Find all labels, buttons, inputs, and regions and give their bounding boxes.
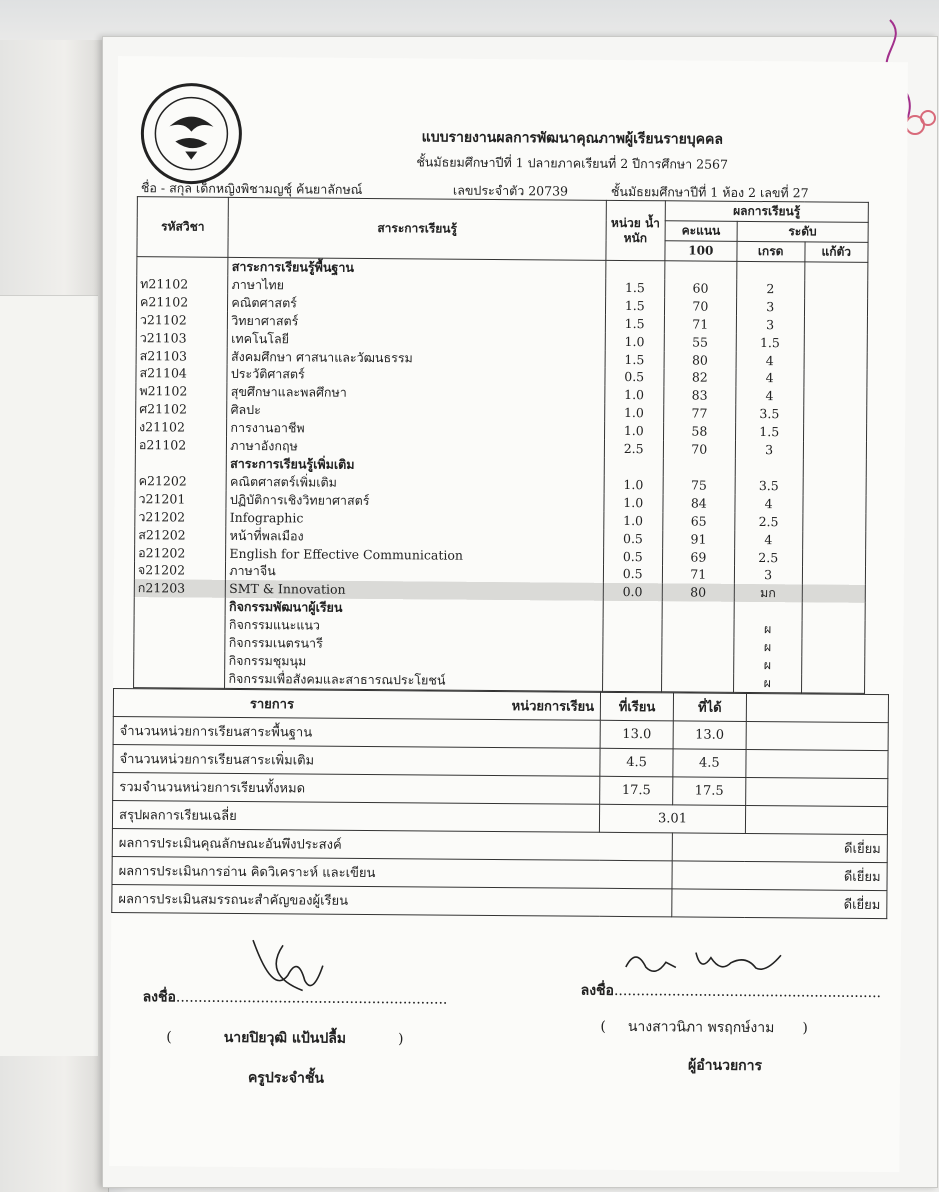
student-id: เลขประจำตัว 20739	[452, 182, 569, 199]
cell-grade: 3	[734, 566, 802, 584]
cell-score: 71	[664, 315, 736, 333]
cell-empty	[603, 601, 662, 619]
summary-blank	[746, 749, 888, 778]
director-sign-line: ............................................................	[613, 982, 882, 1002]
header-score: คะแนน	[665, 221, 737, 242]
cell-empty	[661, 673, 733, 692]
cell-name: สุขศึกษาและพลศึกษา	[227, 383, 604, 404]
cell-grade: 2	[736, 280, 804, 298]
cell-score: 80	[664, 351, 736, 369]
cell-empty	[801, 621, 865, 639]
cell-score: 80	[662, 584, 734, 602]
cell-code: ง21102	[136, 418, 228, 437]
director-name: นางสาวนิภา พรฤกษ์งาม	[627, 1019, 775, 1037]
cell-empty	[662, 637, 734, 655]
header-weight: หน่วย น้ำหนัก	[606, 200, 666, 260]
cell-empty	[663, 458, 735, 476]
cell-name: Infographic	[226, 509, 603, 530]
cell-empty	[804, 316, 868, 334]
cell-empty	[804, 298, 868, 316]
cell-empty	[661, 655, 733, 673]
cell-empty	[803, 441, 867, 459]
cell-code: ก21203	[134, 579, 226, 598]
cell-grade: มก	[734, 584, 802, 602]
cell-empty	[802, 495, 866, 513]
characteristics-result: ดีเยี่ยม	[672, 833, 887, 863]
cell-name: หน้าที่พลเมือง	[226, 526, 603, 547]
reading-label: ผลการประเมินการอ่าน คิดวิเคราะห์ และเขียน	[112, 856, 672, 888]
cell-code: ว21202	[135, 508, 227, 527]
header-grade: เกรด	[737, 241, 805, 262]
header-max-score: 100	[665, 241, 737, 262]
cell-grade: ผ	[733, 656, 801, 674]
teacher-handwritten-signature	[243, 935, 334, 1006]
cell-code: ศ21102	[136, 400, 228, 419]
cell-code: ค21102	[136, 293, 228, 312]
cell-empty	[803, 406, 867, 424]
cell-name: สาระการเรียนรู้เพิ่มเติม	[227, 455, 604, 476]
cell-name: ศิลปะ	[227, 401, 604, 422]
units-label: หน่วยการเรียน	[511, 699, 595, 715]
cell-grade: 2.5	[735, 513, 803, 531]
cell-code: ส21202	[135, 526, 227, 545]
cell-grade: 4	[736, 351, 804, 369]
cell-grade: 2.5	[734, 548, 802, 566]
teacher-signature-block: ลงชื่อ............................................................. ( นายปิยวุฒิ แป้นปลื้ม ) ครูประจำชั้น	[142, 986, 448, 1090]
studied-label: ที่เรียน	[601, 692, 674, 721]
cell-grade: ผ	[733, 674, 801, 693]
cell-name: กิจกรรมเพื่อสังคมและสาธารณประโยชน์	[225, 670, 602, 691]
binder-left-page	[0, 40, 109, 1192]
cell-weight: 1.0	[604, 404, 663, 422]
cell-name: เทคโนโลยี	[228, 329, 605, 350]
cell-name: กิจกรรมเนตรนารี	[225, 634, 602, 655]
student-class: ชั้นมัธยมศึกษาปีที่ 1 ห้อง 2 เลขที่ 27	[610, 183, 809, 201]
cell-empty	[802, 549, 866, 567]
cell-empty	[803, 424, 867, 442]
cell-code: พ21102	[136, 382, 228, 401]
cell-code: ส21103	[136, 347, 228, 366]
cell-weight: 1.0	[604, 422, 663, 440]
cell-name: กิจกรรมแนะแนว	[225, 616, 602, 637]
additional-units-studied: 4.5	[600, 748, 673, 777]
cell-weight: 0.5	[603, 547, 662, 565]
cell-empty	[803, 388, 867, 406]
cell-empty	[804, 352, 868, 370]
cell-name: คณิตศาสตร์เพิ่มเติม	[226, 473, 603, 494]
header-code: รหัสวิชา	[137, 197, 229, 258]
cell-name: ภาษาอังกฤษ	[227, 437, 604, 458]
teacher-name: นายปิยวุฒิ แป้นปลื้ม	[223, 1029, 347, 1047]
cell-code: ส21104	[136, 365, 228, 384]
cell-grade: 3	[736, 298, 804, 316]
cell-weight: 2.5	[604, 440, 663, 458]
items-label: รายการ	[249, 697, 295, 713]
cell-weight: 0.5	[605, 368, 664, 386]
cell-weight: 1.0	[603, 512, 662, 530]
cell-grade: 4	[735, 495, 803, 513]
cell-weight: 1.5	[605, 297, 664, 315]
cell-empty	[737, 261, 805, 280]
cell-name: คณิตศาสตร์	[228, 294, 605, 315]
cell-name: ภาษาไทย	[228, 276, 605, 297]
competency-label: ผลการประเมินสมรรถนะสำคัญของผู้เรียน	[112, 884, 672, 916]
cell-empty	[662, 602, 734, 620]
cell-code: ค21202	[135, 472, 227, 491]
cell-grade: 1.5	[735, 423, 803, 441]
director-signature-block: ลงชื่อ............................................................ ( นางสาวนิภา พรฤกษ์งาม ) ผู้อำนวยการ	[580, 980, 881, 1078]
left-page-sheet	[0, 295, 98, 1056]
summary-header-items	[113, 688, 600, 720]
cell-empty	[801, 674, 865, 693]
cell-code: อ21202	[135, 544, 227, 563]
cell-score: 60	[664, 279, 736, 297]
cell-grade: 4	[736, 369, 804, 387]
cell-score: 55	[664, 333, 736, 351]
report-subtitle: ชั้นมัธยมศึกษาปีที่ 1 ปลายภาคเรียนที่ 2 ปีการศึกษา 2567	[416, 154, 729, 172]
cell-weight: 0.0	[603, 583, 662, 601]
cell-code: จ21202	[134, 562, 226, 581]
student-name: ชื่อ - สกุล เด็กหญิงพิชามญชุ์ ค้นยาลักษณ์	[140, 180, 363, 197]
summary-blank	[746, 693, 888, 722]
director-handwritten-signature	[621, 942, 791, 983]
summary-blank	[746, 721, 888, 750]
additional-units-label: จำนวนหน่วยการเรียนสาระเพิ่มเติม	[113, 744, 600, 776]
cell-score: 58	[663, 422, 735, 440]
report-sheet	[109, 56, 908, 1172]
cell-grade: 3.5	[735, 405, 803, 423]
cell-weight: 1.0	[604, 476, 663, 494]
cell-name: ภาษาจีน	[226, 562, 603, 583]
cell-code: ว21201	[135, 490, 227, 509]
cell-score: 82	[664, 369, 736, 387]
cell-empty	[135, 454, 227, 473]
cell-empty	[802, 531, 866, 549]
cell-weight: 0.5	[603, 529, 662, 547]
cell-score: 84	[663, 494, 735, 512]
cell-empty	[602, 637, 661, 655]
header-results: ผลการเรียนรู้	[665, 201, 868, 223]
reading-result: ดีเยี่ยม	[672, 861, 887, 891]
cell-score: 77	[663, 405, 735, 423]
cell-empty	[803, 370, 867, 388]
total-units-earned: 17.5	[673, 777, 746, 806]
cell-empty	[801, 638, 865, 656]
basic-units-studied: 13.0	[600, 720, 673, 749]
gpa-label: สรุปผลการเรียนเฉลี่ย	[112, 800, 599, 832]
cell-empty	[802, 603, 866, 621]
cell-empty	[804, 262, 868, 281]
cell-empty	[134, 615, 226, 634]
cell-code: ว21102	[136, 311, 228, 330]
competency-result: ดีเยี่ยม	[672, 889, 887, 919]
cell-empty	[134, 597, 226, 616]
cell-empty	[803, 477, 867, 495]
header-subject: สาระการเรียนรู้	[228, 197, 606, 260]
gpa-value: 3.01	[600, 804, 746, 833]
cell-weight: 0.5	[603, 565, 662, 583]
cell-weight: 1.5	[605, 315, 664, 333]
cell-empty	[662, 619, 734, 637]
cell-empty	[802, 585, 866, 603]
additional-units-earned: 4.5	[673, 749, 746, 778]
grades-body	[134, 257, 868, 693]
cell-empty	[735, 459, 803, 477]
cell-grade: 4	[734, 530, 802, 548]
cell-weight: 1.5	[605, 350, 664, 368]
summary-blank	[745, 805, 887, 834]
report-title: แบบรายงานผลการพัฒนาคุณภาพผู้เรียนรายบุคคล	[421, 129, 724, 148]
cell-name: ปฏิบัติการเชิงวิทยาศาสตร์	[226, 491, 603, 512]
cell-empty	[604, 458, 663, 476]
cell-grade: 4	[736, 387, 804, 405]
earned-label: ที่ได้	[673, 693, 746, 722]
cell-score: 83	[664, 387, 736, 405]
characteristics-label: ผลการประเมินคุณลักษณะอันพึงประสงค์	[112, 828, 672, 860]
cell-grade: 1.5	[736, 333, 804, 351]
cell-empty	[801, 656, 865, 674]
basic-units-earned: 13.0	[673, 721, 746, 750]
cell-score: 69	[662, 548, 734, 566]
cell-empty	[804, 334, 868, 352]
director-role: ผู้อำนวยการ	[688, 1057, 763, 1075]
cell-empty	[734, 602, 802, 620]
teacher-role: ครูประจำชั้น	[247, 1070, 324, 1087]
basic-units-label: จำนวนหน่วยการเรียนสาระพื้นฐาน	[113, 716, 600, 748]
cell-name: ประวัติศาสตร์	[227, 365, 604, 386]
cell-weight: 1.0	[604, 494, 663, 512]
teacher-sign-line: .............................................................	[175, 989, 448, 1008]
cell-grade: 3	[735, 441, 803, 459]
cell-name: กิจกรรมพัฒนาผู้เรียน	[225, 598, 602, 619]
total-units-studied: 17.5	[600, 776, 673, 805]
cell-grade: ผ	[734, 638, 802, 656]
summary-table	[111, 688, 889, 919]
total-units-label: รวมจำนวนหน่วยการเรียนทั้งหมด	[113, 772, 600, 804]
cell-score: 75	[663, 476, 735, 494]
cell-code: ท21102	[137, 275, 229, 294]
cell-grade: 3.5	[735, 477, 803, 495]
cell-empty	[137, 257, 229, 276]
cell-code: อ21102	[135, 436, 227, 455]
cell-score: 65	[663, 512, 735, 530]
header-correction: แก้ตัว	[804, 242, 868, 262]
cell-name: วิทยาศาสตร์	[228, 312, 605, 333]
cell-empty	[602, 673, 661, 692]
cell-name: กิจกรรมชุมนุม	[225, 652, 602, 673]
cell-weight: 1.0	[605, 332, 664, 350]
cell-name: SMT & Innovation	[226, 580, 603, 601]
cell-empty	[602, 655, 661, 673]
cell-grade: ผ	[734, 620, 802, 638]
cell-grade: 3	[736, 316, 804, 334]
cell-empty	[804, 280, 868, 298]
cell-name: สาระการเรียนรู้พื้นฐาน	[228, 257, 605, 278]
cell-empty	[603, 619, 662, 637]
cell-score: 70	[664, 297, 736, 315]
cell-empty	[605, 260, 664, 279]
cell-empty	[802, 567, 866, 585]
cell-empty	[803, 459, 867, 477]
cell-empty	[134, 669, 226, 688]
summary-blank	[745, 777, 887, 806]
cell-empty	[134, 651, 226, 670]
cell-name: สังคมศึกษา ศาสนาและวัฒนธรรม	[227, 347, 604, 368]
grades-table	[133, 196, 869, 693]
cell-score: 91	[662, 530, 734, 548]
cell-code: ว21103	[136, 329, 228, 348]
cell-empty	[134, 633, 226, 652]
teacher-sign-label: ลงชื่อ	[142, 989, 176, 1006]
background-wall	[0, 0, 939, 40]
header-level: ระดับ	[737, 221, 868, 242]
cell-weight: 1.5	[605, 279, 664, 297]
cell-name: การงานอาชีพ	[227, 419, 604, 440]
cell-score: 70	[663, 440, 735, 458]
cell-score: 71	[662, 566, 734, 584]
director-sign-label: ลงชื่อ	[580, 982, 615, 999]
cell-empty	[665, 261, 737, 280]
cell-name: English for Effective Communication	[226, 544, 603, 565]
cell-empty	[802, 513, 866, 531]
cell-weight: 1.0	[604, 386, 663, 404]
